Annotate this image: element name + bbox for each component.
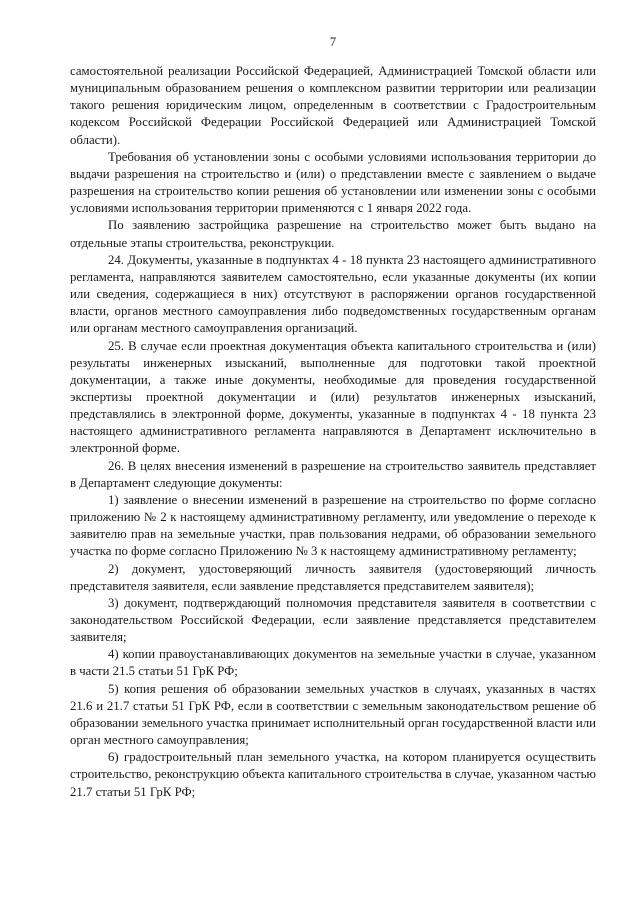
list-item-1: 1) заявление о внесении изменений в разрешение на строительство по форме согласно приложению № 2 к настоящему административному регламенту, или уведомление о переходе к заявителю прав на земельные участки, прав пользования недрами, об образовании земельного участка по форме согласно Приложению № 3 к настоящему административному регламенту; [70,492,596,559]
list-item-6: 6) градостроительный план земельного участка, на котором планируется осуществить строительство, реконструкцию объекта капитального строительства в случае, указанном частью 21.7 статьи 51 ГрК РФ; [70,750,596,799]
page-number: 7 [329,35,337,49]
paragraph-continuation: самостоятельной реализации Российской Федерацией, Администрацией Томской области или муниципальным образованием решения о комплексном развитии территории или реализации такого решения юридическим лицом, определенным в соответствии с Градостроительным кодексом Российской Федерации Российской Федерацией или Администрацией Томской области). [70,64,596,147]
paragraph-item-26: 26. В целях внесения изменений в разрешение на строительство заявитель представляет в Департамент следующие документы: [70,458,596,490]
list-item-5: 5) копия решения об образовании земельных участков в случаях, указанных в частях 21.6 и 21.7 статьи 51 ГрК РФ, если в соответствии с земельным законодательством решение об образовании земельного участка принимает исполнительный орган государственной власти или орган местного самоуправления; [70,681,596,748]
list-item-3: 3) документ, подтверждающий полномочия представителя заявителя в соответствии с законодательством Российской Федерации, если заявление представляется представителем заявителя; [70,595,596,645]
paragraph-stages: По заявлению застройщика разрешение на строительство может быть выдано на отдельные этапы строительства, реконструкции. [70,218,596,250]
list-item-2: 2) документ, удостоверяющий личность заявителя (удостоверяющий личность представителя заявителя, если заявление представляется представителем заявителя); [70,561,596,593]
list-item-4: 4) копии правоустанавливающих документов на земельные участки в случае, указанном в части 21.5 статьи 51 ГрК РФ; [70,647,596,679]
paragraph-zone-requirements: Требования об установлении зоны с особыми условиями использования территории до выдачи разрешения на строительство и (или) о представлении вместе с заявлением о выдаче разрешения на строительство копии решения об установлении или изменении зоны с особыми условиями использования территории применяются с 1 января 2022 года. [70,149,596,216]
paragraph-item-24: 24. Документы, указанные в подпунктах 4 - 18 пункта 23 настоящего административного регламента, направляются заявителем самостоятельно, если указанные документы (их копии или сведения, содержащиеся в них) отсутствуют в распоряжении органов государственной власти, органов местного самоуправления либо подведомственных государственным органам или органам местного самоуправления организаций. [70,252,596,336]
paragraph-item-25: 25. В случае если проектная документация объекта капитального строительства и (или) результаты инженерных изысканий, выполненные для подготовки такой проектной документации, а также иные документы, необходимые для проведения государственной экспертизы проектной документации и (или) результатов инженерных изысканий, представлялись в электронной форме, документы, указанные в подпунктах 4 - 18 пункта 23 настоящего административного регламента направляются в Департамент исключительно в электронной форме. [70,338,596,456]
